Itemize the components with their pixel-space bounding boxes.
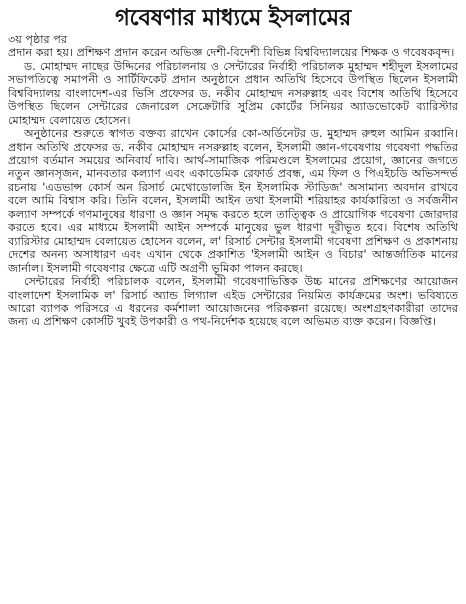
continuation-note: ৩য় পৃষ্ঠার পর	[8, 33, 68, 46]
article-headline: গবেষণার মাধ্যমে ইসলামের	[115, 5, 351, 31]
article-paragraph-2: ড. মোহাম্মদ নাছের উদ্দিনের পরিচালনায় ও সেন্টারের নির্বাহী পরিচালক মুহাম্মদ শহীদুল ইসলামের সভাপতিত্বে সমাপনী ও সার্টিফিকেট প্রদান অনুষ্ঠানে প্রধান অতিথি হিসেবে উপস্থিত ছিলেন ইসলামী বিশ্ববিদ্যালয় বাংলাদেশ-এর ভিসি প্রফেসর ড. নকীব মোহাম্মদ নসরুল্লাহ এবং বিশেষ অতিথি হিসেবে উপস্থিত ছিলেন সেন্টারের জেনারেল সেক্রেটারি সুপ্রিম কোর্টের সিনিয়র অ্যাডভোকেট ব্যারিস্টার মোহাম্মদ বেলায়েত হোসেন।	[8, 59, 458, 127]
article-paragraph-1: প্রদান করা হয়। প্রশিক্ষণ প্রদান করেন অভিজ্ঞ দেশী-বিদেশী বিভিন্ন বিশ্ববিদ্যালয়ের শিক্ষক ও গবেষকবৃন্দ।	[8, 46, 455, 60]
article-paragraph-3: অনুষ্ঠানের শুরুতে স্বাগত বক্তব্য রাখেন কোর্সের কো-অর্ডিনেটর ড. মুহাম্মদ রুহুল আমিন রব্বানি। প্রধান অতিথি প্রফেসর ড. নকীব মোহাম্মদ নসরুল্লাহ বলেন, ইসলামী জ্ঞান-গবেষণায় গবেষণা পদ্ধতির প্রয়োগ বর্তমান সময়ের অনিবার্য দাবি। আর্থ-সামাজিক পরিমণ্ডলে ইসলামের প্রয়োগ, জ্ঞানের জগতে নতুন জ্ঞানসৃজন, মানবতার কল্যাণ এবং একাডেমিক রেফার্ড প্রবন্ধ, এম ফিল ও পিএইচডি অভিসন্দর্ভ রচনায় 'এডভান্স কোর্স অন রিসার্চ মেথোডোলজি ইন ইসলামিক স্টাডিজ' অসামান্য অবদান রাখবে বলে আমি বিশ্বাস করি। তিনি বলেন, ইসলামী আইন তথা ইসলামী শরিয়াহর কার্যকারিতা ও সর্বজনীন কল্যাণ সম্পর্কে গণমানুষের ধারণা ও জ্ঞান সমৃদ্ধ করতে হলে তাত্ত্বিক ও প্রায়োগিক গবেষণা জোরদার করতে হবে। এর মাধ্যমে ইসলামী আইন সম্পর্কে মানুষের ভুল ধারণা দূরীভূত হবে। বিশেষ অতিথি ব্যারিস্টার মোহাম্মদ বেলায়েত হোসেন বলেন, ল' রিসার্চ সেন্টার ইসলামী গবেষণা প্রশিক্ষণ ও প্রকাশনায় দেশের অনন্য অসাধারণ এবং এখান থেকে প্রকাশিত 'ইসলামী আইন ও বিচার' আন্তর্জাতিক মানের জার্নাল। ইসলামী গবেষণার ক্ষেত্রে এটি অগ্রণী ভূমিকা পালন করছে।	[8, 127, 458, 275]
article-paragraph-4: সেন্টারের নির্বাহী পরিচালক বলেন, ইসলামী গবেষণাভিত্তিক উচ্চ মানের প্রশিক্ষণের আয়োজন বাংলাদেশ ইসলামিক ল' রিসার্চ অ্যান্ড লিগ্যাল এইড সেন্টারের নিয়মিত কার্যক্রমের অংশ। ভবিষ্যতে আরো ব্যাপক পরিসরে এ ধরনের কর্মশালা আয়োজনের পরিকল্পনা রয়েছে। অংশগ্রহণকারীরা তাদের জন্য এ প্রশিক্ষণ কোর্সটি খুবই উপকারী ও পথ-নির্দেশক হয়েছে বলে অভিমত ব্যক্ত করেন। বিজ্ঞপ্তি।	[8, 275, 458, 329]
